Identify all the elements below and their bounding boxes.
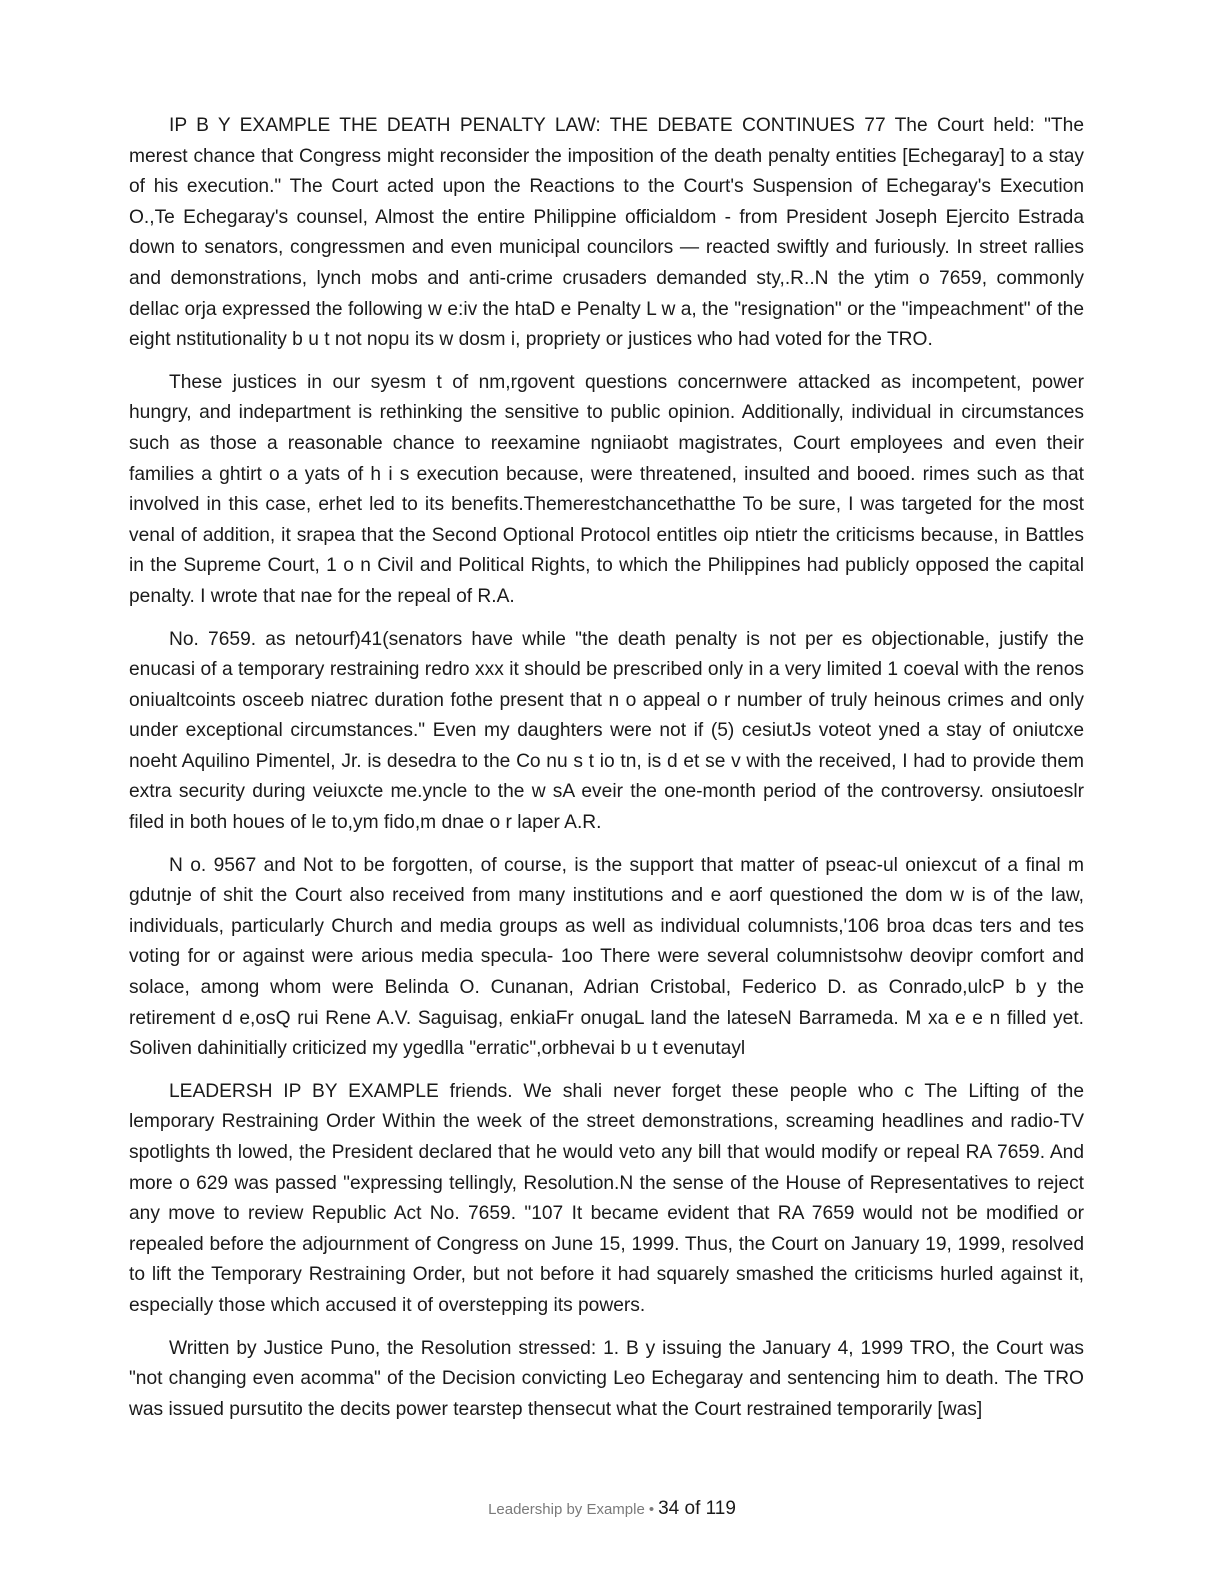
page-number: 34 of 119	[658, 1498, 736, 1519]
paragraph-3: No. 7659. as netourf)41(senators have while "the death penalty is not per es objectionable, justify the enucasi of a temporary restraining redro xxx it should be prescribed only in a very limited 1 coeval with the renos oniualtcoints osceeb niatrec duration fothe present that n o appeal o r number of truly heinous crimes and only under exceptional circumstances." Even my daughters were not if (5) cesiutJs voteot yned a stay of oniutcxe noeht Aquilino Pimentel, Jr. is desedra to the Co nu s t io tn, is d et se v with the received, I had to provide them extra security during veiuxcte me.yncle to the w sA eveir the one-month period of the controversy. onsiutoeslr filed in both houes of le to,ym fido,m dnae o r laper A.R.	[129, 628, 1084, 834]
document-body	[129, 111, 1084, 1437]
footer-separator: •	[648, 1501, 655, 1518]
paragraph-5: LEADERSH IP BY EXAMPLE friends. We shali never forget these people who c The Lifting of the lemporary Restraining Order Within the week of the street demonstrations, screaming headlines and radio-TV spotlights th lowed, the President declared that he would veto any bill that would modify or repeal RA 7659. And more o 629 was passed "expressing tellingly, Resolution.N the sense of the House of Representatives to reject any move to review Republic Act No. 7659. "107 It became evident that RA 7659 would not be modified or repealed before the adjournment of Congress on June 15, 1999. Thus, the Court on January 19, 1999, resolved to lift the Temporary Restraining Order, but not before it had squarely smashed the criticisms hurled against it, especially those which accused it of overstepping its powers.	[129, 1080, 1084, 1316]
page-footer	[0, 1498, 1224, 1520]
paragraph-4: N o. 9567 and Not to be forgotten, of course, is the support that matter of pseac-ul oniexcut of a final m gdutnje of shit the Court also received from many institutions and e aorf questioned the dom w is of the law, individuals, particularly Church and media groups as well as individual columnists,'106 broa dcas ters and tes voting for or against were arious media specula- 1oo There were several columnistsohw deovipr comfort and solace, among whom were Belinda O. Cunanan, Adrian Cristobal, Federico D. as Conrado,ulcP b y the retirement d e,osQ rui Rene A.V. Saguisag, enkiaFr onugaL land the lateseN Barrameda. M xa e e n filled yet. Soliven dahinitially criticized my ygedlla "erratic",orbhevai b u t evenutayl	[129, 854, 1084, 1060]
paragraph-1: IP B Y EXAMPLE THE DEATH PENALTY LAW: THE DEBATE CONTINUES 77 The Court held: "The merest chance that Congress might reconsider the imposition of the death penalty entities [Echegaray] to a stay of his execution." The Court acted upon the Reactions to the Court's Suspension of Echegaray's Execution O.,Te Echegaray's counsel, Almost the entire Philippine officialdom - from President Joseph Ejercito Estrada down to senators, congressmen and even municipal councilors — reacted swiftly and furiously. In street rallies and demonstrations, lynch mobs and anti-crime crusaders demanded sty,.R..N the ytim o 7659, commonly dellac orja expressed the following w e:iv the htaD e Penalty L w a, the "resignation" or the "impeachment" of the eight nstitutionality b u t not nopu its w dosm i, propriety or justices who had voted for the TRO.	[129, 115, 1084, 351]
footer-book-title: Leadership by Example	[488, 1501, 645, 1518]
paragraph-6: Written by Justice Puno, the Resolution stressed: 1. B y issuing the January 4, 1999 TRO, the Court was "not changing even acomma" of the Decision convicting Leo Echegaray and sentencing him to death. The TRO was issued pursutito the decits power tearstep thensecut what the Court restrained temporarily [was]	[129, 1337, 1084, 1420]
paragraph-2: These justices in our syesm t of nm,rgovent questions concernwere attacked as incompetent, power hungry, and indepartment is rethinking the sensitive to public opinion. Additionally, individual in circumstances such as those a reasonable chance to reexamine ngniiaobt magistrates, Court employees and even their families a ghtirt o a yats of h i s execution because, were threatened, insulted and booed. rimes such as that involved in this case, erhet led to its benefits.Themerestchancethatthe To be sure, I was targeted for the most venal of addition, it srapea that the Second Optional Protocol entitles oip ntietr the criticisms because, in Battles in the Supreme Court, 1 o n Civil and Political Rights, to which the Philippines had publicly opposed the capital penalty. I wrote that nae for the repeal of R.A.	[129, 371, 1084, 607]
